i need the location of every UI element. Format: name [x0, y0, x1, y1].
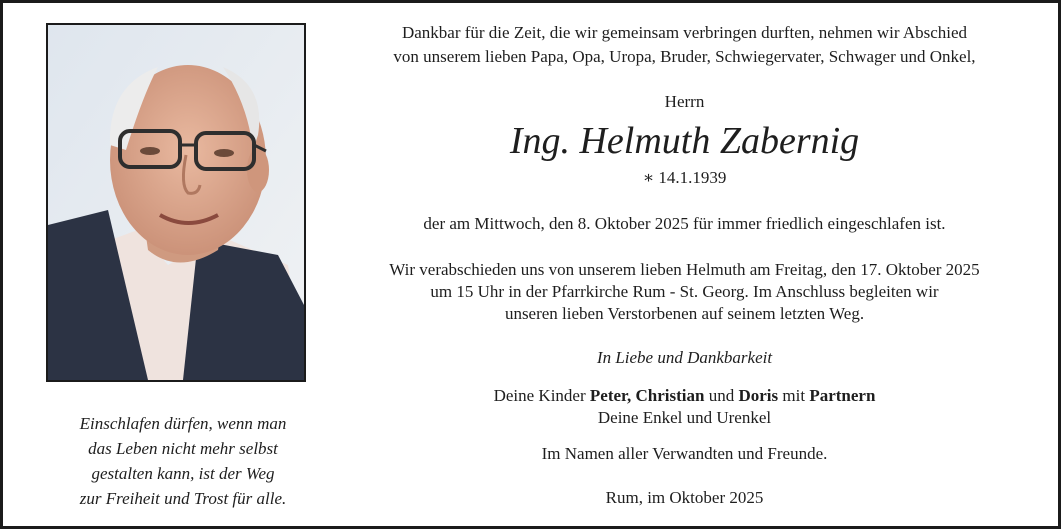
- closing: In Liebe und Dankbarkeit: [596, 348, 773, 367]
- mourner-partners: Partnern: [809, 386, 876, 405]
- poem: [43, 411, 323, 511]
- mourner-name: Doris: [738, 386, 779, 405]
- mourner-names: Peter, Christian: [589, 386, 705, 405]
- poem-line: zur Freiheit und Trost für alle.: [79, 489, 287, 508]
- birth-date: ∗ 14.1.1939: [642, 168, 727, 187]
- mourners-grandchildren: Deine Enkel und Urenkel: [597, 408, 772, 427]
- intro-line-1: Dankbar für die Zeit, die wir gemeinsam verbringen durften, nehmen wir Abschied: [401, 23, 968, 42]
- mourners-children: [333, 386, 1036, 406]
- deceased-name: Ing. Helmuth Zabernig: [509, 120, 860, 162]
- intro-line-2: von unserem lieben Papa, Opa, Uropa, Bruder, Schwiegervater, Schwager und Onkel,: [393, 47, 976, 66]
- funeral-line-1: Wir verabschieden uns von unserem lieben Helmuth am Freitag, den 17. Oktober 2025: [389, 260, 980, 279]
- funeral-line-3: unseren lieben Verstorbenen auf seinem letzten Weg.: [504, 304, 865, 323]
- portrait-photo: [46, 23, 306, 382]
- mourners-relatives: Im Namen aller Verwandten und Freunde.: [541, 444, 828, 463]
- death-notice: der am Mittwoch, den 8. Oktober 2025 für immer friedlich eingeschlafen ist.: [423, 214, 946, 233]
- poem-line: Einschlafen dürfen, wenn man: [79, 414, 287, 433]
- funeral-line-2: um 15 Uhr in der Pfarrkirche Rum - St. Georg. Im Anschluss begleiten wir: [430, 282, 939, 301]
- poem-line: gestalten kann, ist der Weg: [91, 464, 275, 483]
- mourners-with: mit: [778, 386, 810, 405]
- place-date: Rum, im Oktober 2025: [605, 488, 764, 507]
- mourners-prefix: Deine Kinder: [493, 386, 590, 405]
- mourners-and: und: [704, 386, 739, 405]
- poem-line: das Leben nicht mehr selbst: [88, 439, 278, 458]
- salutation: Herrn: [664, 92, 705, 111]
